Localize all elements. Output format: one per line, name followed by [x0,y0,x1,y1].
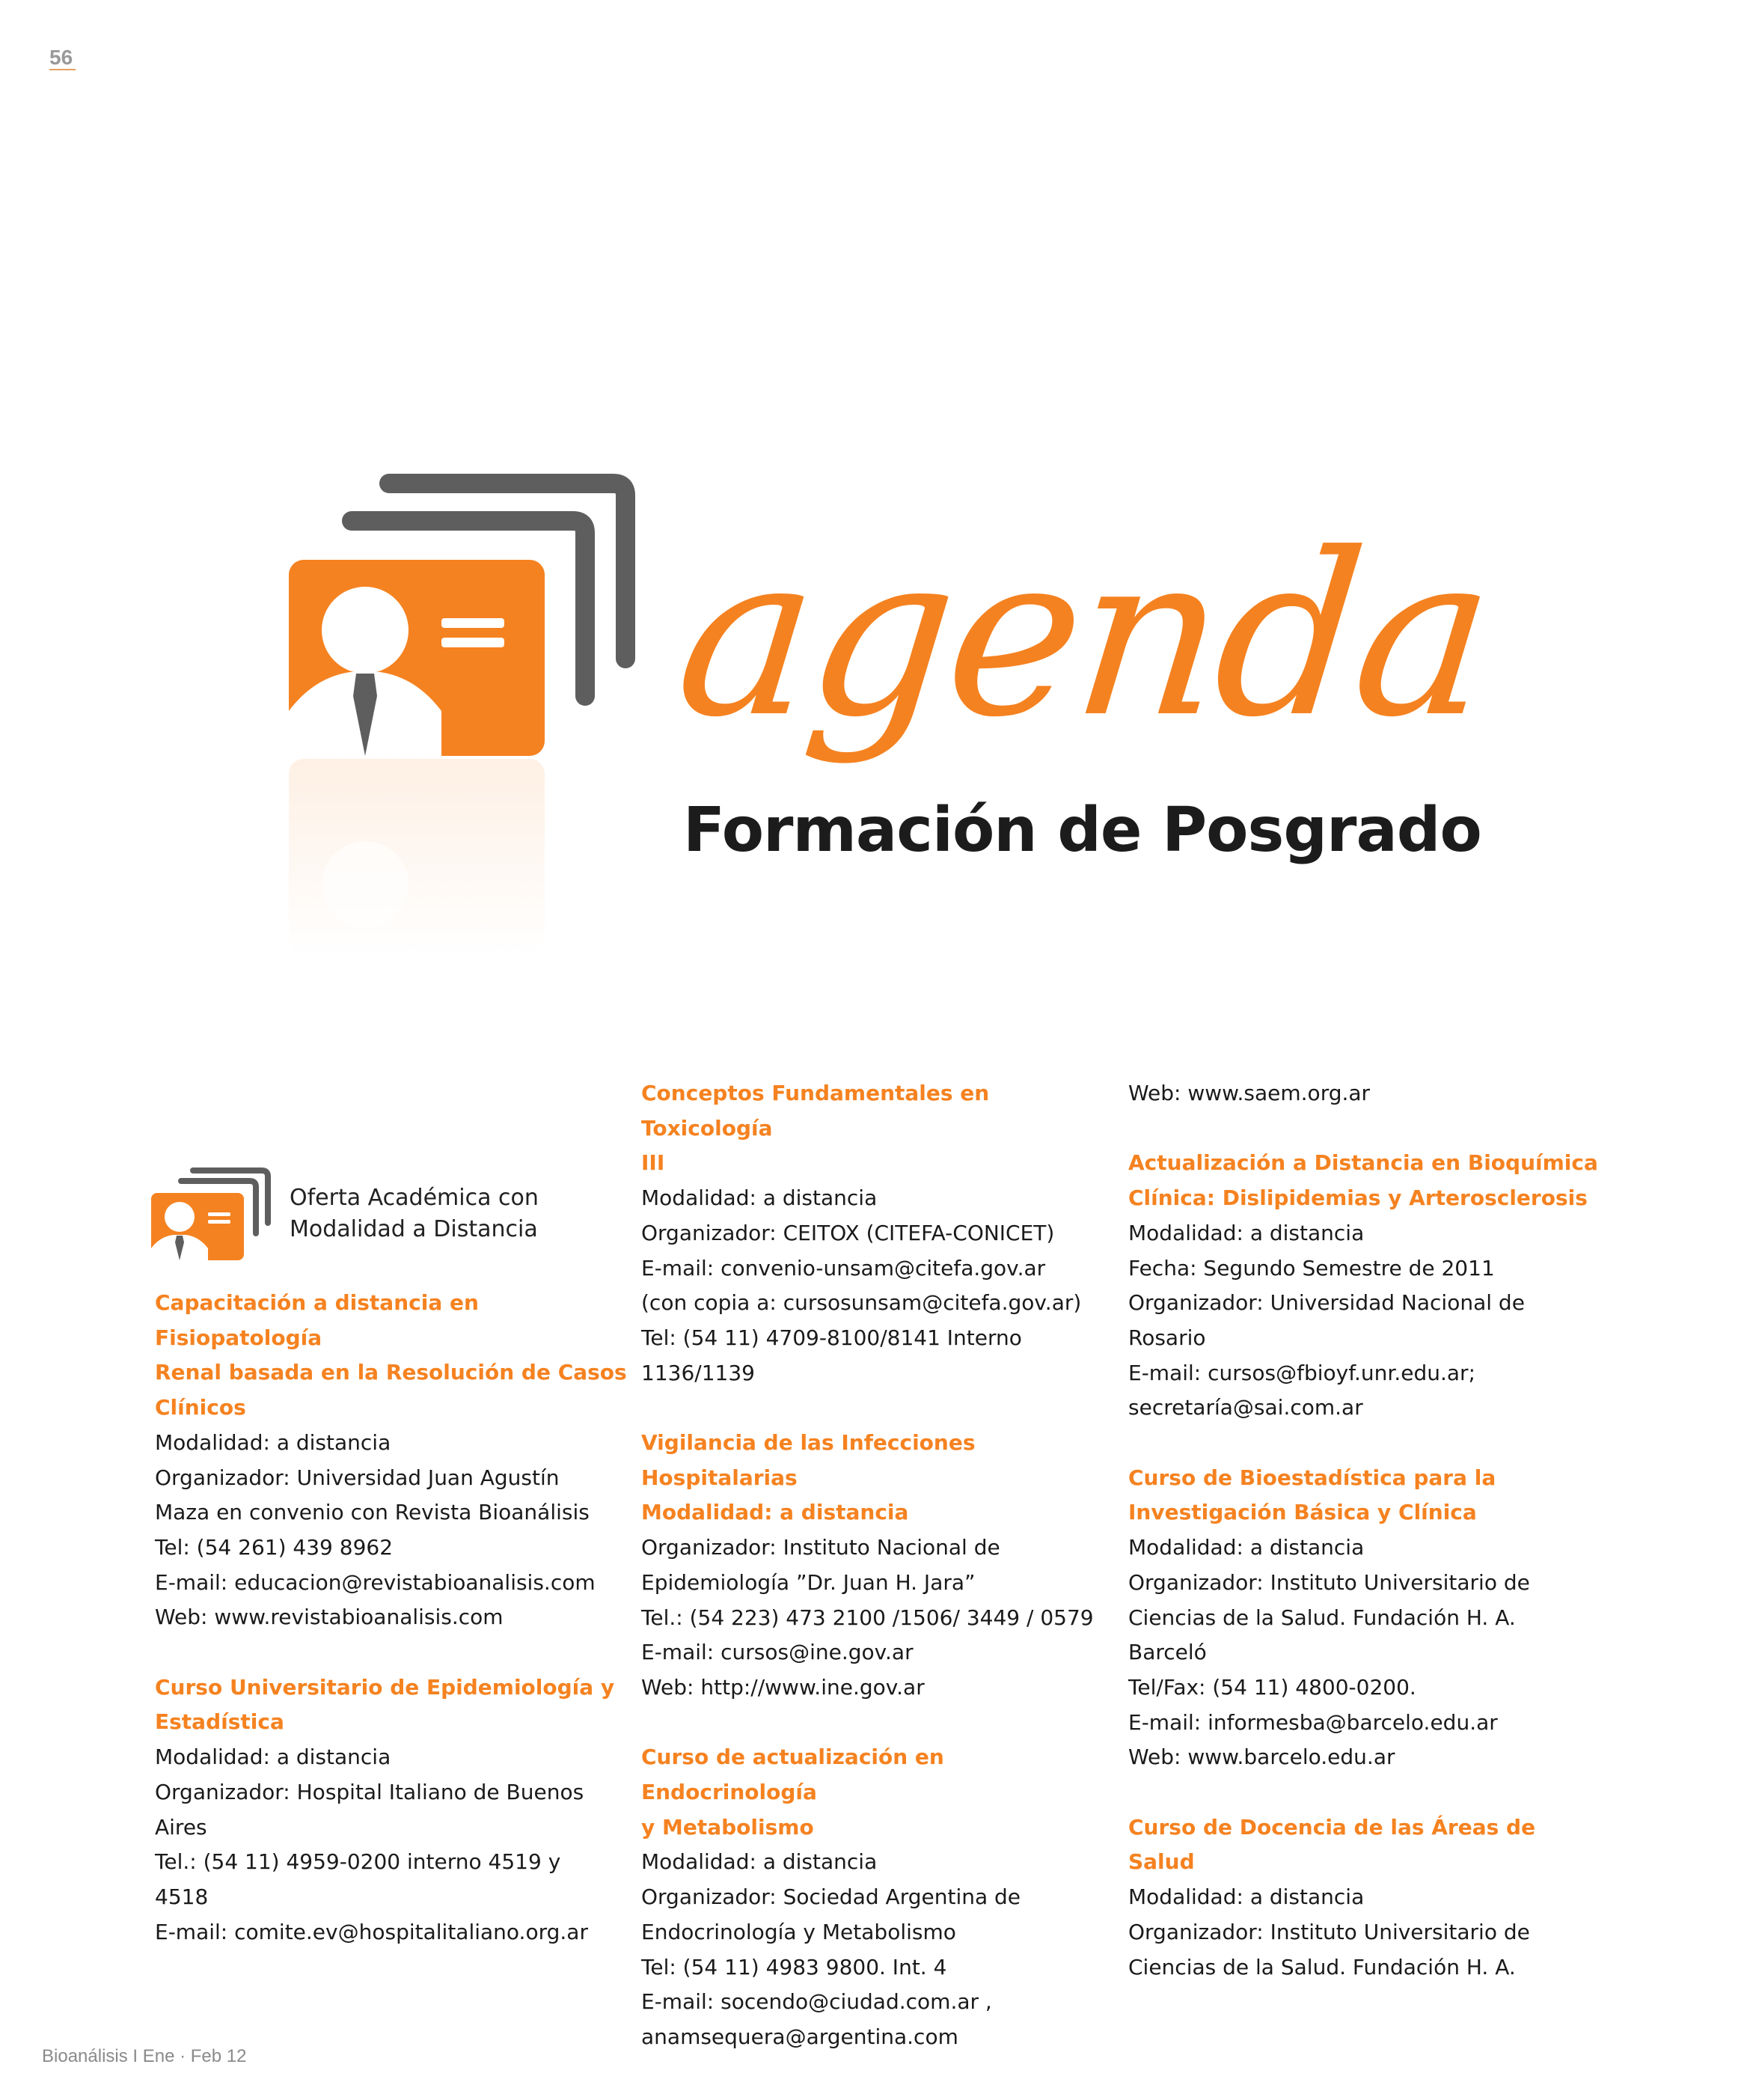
course-fisiopatologia [155,1286,634,1635]
course-title: Renal basada en la Resolución de Casos [155,1360,627,1385]
course-line: Aires [155,1814,207,1840]
course-title: Capacitación a distancia en Fisiopatología [155,1290,479,1350]
course-line: Modalidad: a distancia [155,1429,391,1455]
course-line: Web: http://www.ine.gov.ar [641,1674,925,1700]
course-line: E-mail: convenio-unsam@citefa.gov.ar [641,1255,1046,1281]
course-title: y Metabolismo [641,1814,814,1840]
course-line: Web: www.saem.org.ar [1128,1081,1371,1105]
course-title: Curso de actualización en Endocrinología [641,1745,944,1805]
course-epidemiologia [155,1670,634,1950]
course-title: Clínicos [155,1395,246,1420]
course-line: Organizador: Instituto Nacional de [641,1535,1000,1560]
course-line: Modalidad: a distancia [641,1849,878,1875]
course-line: Organizador: Instituto Universitario de [1128,1569,1530,1595]
course-line: Tel.: (54 11) 4959-0200 interno 4519 y [155,1849,561,1875]
course-toxicologia [641,1076,1120,1391]
course-line: Fecha: Segundo Semestre de 2011 [1128,1255,1495,1281]
course-title: Conceptos Fundamentales en Toxicología [641,1081,990,1141]
course-line: Organizador: Hospital Italiano de Buenos [155,1779,584,1804]
course-title: Curso Universitario de Epidemiología y [155,1674,615,1700]
course-title: Vigilancia de las Infecciones Hospitalarias [641,1430,976,1490]
agenda-title: agenda [667,505,1500,766]
course-line: Tel: (54 261) 439 8962 [155,1534,394,1560]
course-line: Ciencias de la Salud. Fundación H. A. [1128,1954,1516,1980]
column-3 [1128,1076,1607,2020]
course-line: Tel: (54 11) 4983 9800. Int. 4 [641,1954,947,1980]
course-line: Organizador: Instituto Universitario de [1128,1919,1530,1944]
course-line: (con copia a: cursosunsam@citefa.gov.ar) [641,1290,1082,1316]
course-line: Ciencias de la Salud. Fundación H. A. [1128,1605,1516,1630]
distance-learning-icon [150,1165,277,1262]
course-bioestadistica [1128,1461,1607,1775]
course-line: E-mail: informesba@barcelo.edu.ar [1128,1709,1498,1735]
course-line: Modalidad: a distancia [155,1745,391,1770]
course-line: Organizador: Sociedad Argentina de [641,1884,1021,1910]
course-title: Modalidad: a distancia [641,1500,909,1525]
course-title: III [641,1150,665,1176]
section-badge-label [290,1182,539,1245]
course-docencia [1128,1810,1607,1985]
course-line: Epidemiología ”Dr. Juan H. Jara” [641,1569,976,1595]
section-badge-line1: Oferta Académica con [290,1185,539,1211]
course-line: Organizador: Universidad Juan Agustín [155,1465,560,1490]
course-line: Barceló [1128,1640,1207,1665]
course-line: Web: www.barcelo.edu.ar [1128,1745,1395,1770]
course-line: E-mail: cursos@ine.gov.ar [641,1640,914,1665]
course-line: Endocrinología y Metabolismo [641,1919,956,1944]
course-title: Curso de Bioestadística para la [1128,1465,1496,1490]
column-2 [641,1076,1120,2090]
course-line: Organizador: Universidad Nacional de [1128,1290,1525,1316]
course-line: E-mail: comite.ev@hospitalitaliano.org.ar [155,1919,588,1944]
course-line: E-mail: educacion@revistabioanalisis.com [155,1569,596,1595]
agenda-cards-icon [284,471,643,995]
course-vigilancia [641,1426,1120,1706]
course-title: Estadística [155,1709,284,1735]
course-title: Investigación Básica y Clínica [1128,1500,1477,1525]
course-line: Modalidad: a distancia [1128,1535,1365,1560]
course-title: Clínica: Dislipidemias y Arterosclerosis [1128,1185,1588,1211]
course-line: Tel/Fax: (54 11) 4800-0200. [1128,1674,1416,1700]
course-line: Modalidad: a distancia [1128,1220,1365,1245]
course-line: Modalidad: a distancia [641,1185,878,1211]
course-line: E-mail: cursos@fbioyf.unr.edu.ar; [1128,1360,1475,1385]
course-line: Tel.: (54 223) 473 2100 /1506/ 3449 / 0579 [641,1605,1094,1630]
course-line: anamsequera@argentina.com [641,2024,958,2049]
course-bioquimica [1128,1146,1607,1426]
course-line: 1136/1139 [641,1360,755,1385]
course-line: secretaría@sai.com.ar [1128,1395,1363,1420]
course-line: Web: www.revistabioanalisis.com [155,1605,504,1630]
course-line: Organizador: CEITOX (CITEFA-CONICET) [641,1220,1055,1245]
page-number: 56 [49,46,76,70]
course-line: E-mail: socendo@ciudad.com.ar , [641,1989,992,2015]
course-endocrinologia [641,1740,1120,2054]
footer: Bioanálisis I Ene · Feb 12 [42,2046,247,2066]
course-line: Tel: (54 11) 4709-8100/8141 Interno [641,1325,1022,1350]
hero-subtitle: Formación de Posgrado [683,795,1481,866]
course-line: Maza en convenio con Revista Bioanálisis [155,1500,590,1525]
course-title: Actualización a Distancia en Bioquímica [1128,1150,1598,1176]
course-line: Rosario [1128,1325,1206,1350]
course-title: Curso de Docencia de las Áreas de Salud [1128,1814,1536,1875]
course-line: 4518 [155,1884,209,1909]
column-1 [155,1286,634,1985]
course-line: Modalidad: a distancia [1128,1884,1365,1910]
course-endocrinologia-cont [1128,1076,1607,1111]
section-badge-line2: Modalidad a Distancia [290,1216,538,1242]
